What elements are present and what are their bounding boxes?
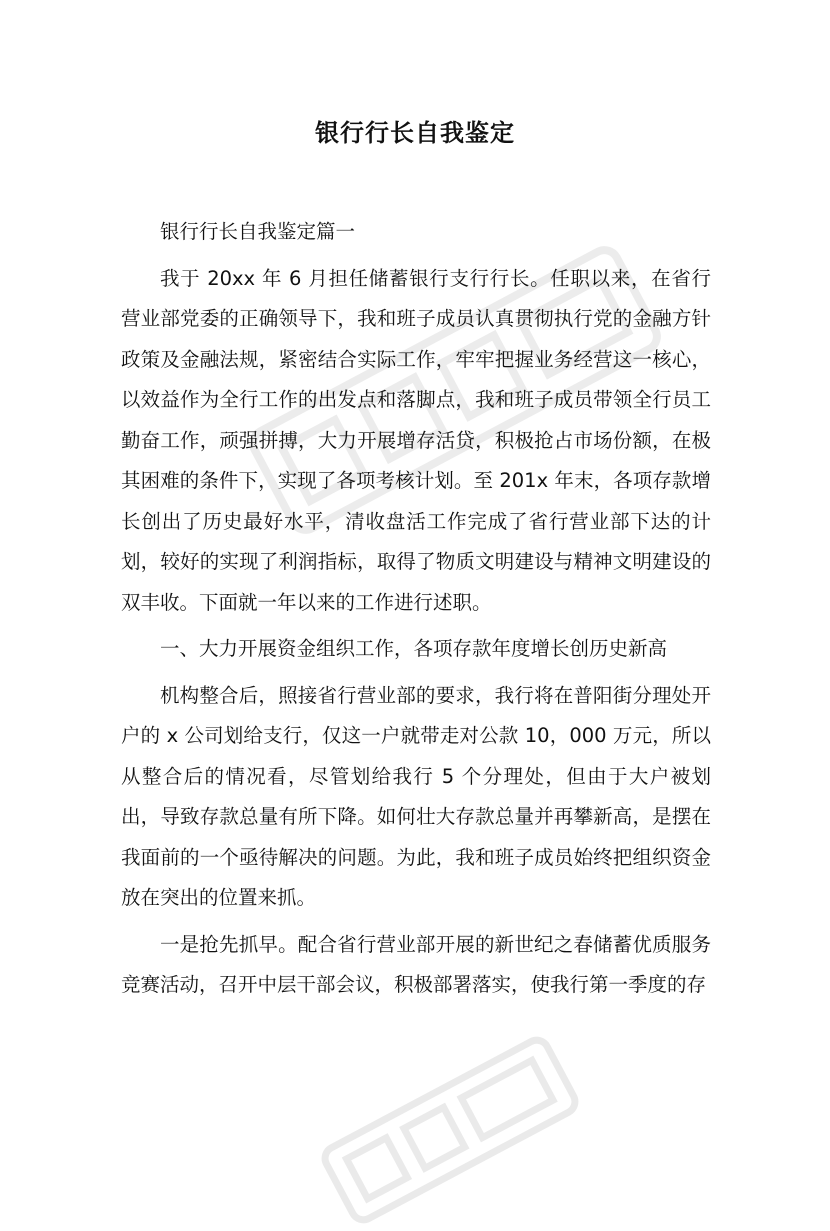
paragraph-intro: 我于 20xx 年 6 月担任储蓄银行支行行长。任职以来，在省行营业部党委的正确领导下，我和班子成员认真贯彻执行党的金融方针政策及金融法规，紧密结合实际工作，牢牢把握业务经营这一核心，以效益作为全行工作的出发点和落脚点，我和班子成员带领全行员工勤奋工作，顽强拼搏，大力开展增存活贷，积极抢占市场份额，在极其困难的条件下，实现了各项考核计划。至 201x 年末，各项存款增长创出了历史最好水平，清收盘活工作完成了省行营业部下达的计划，较好的实现了利润指标，取得了物质文明建设与精神文明建设的双丰收。下面就一年以来的工作进行述职。	[121, 266, 711, 614]
section-heading-part-one: 银行行长自我鉴定篇一	[160, 220, 356, 243]
section-heading-fund-organization: 一、大力开展资金组织工作，各项存款年度增长创历史新高	[160, 637, 668, 660]
paragraph-first-measure: 一是抢先抓早。配合省行营业部开展的新世纪之春储蓄优质服务竞赛活动，召开中层干部会议，积极部署落实，使我行第一季度的存	[121, 932, 711, 996]
document-title: 银行行长自我鉴定	[315, 119, 515, 147]
watermark-logo-bottom	[314, 1029, 586, 1231]
paragraph-institution-integration: 机构整合后，照接省行营业部的要求，我行将在普阳街分理处开户的 x 公司划给支行，仅这一户就带走对公款 10，000 万元，所以从整合后的情况看，尽管划给我行 5 个分理处，但由于大户被划出，导致存款总量有所下降。如何壮大存款总量并再攀新高，是摆在我面前的一个亟待解决的问题。为此，我和班子成员始终把组织资金放在突出的位置来抓。	[121, 683, 711, 909]
document-body	[121, 212, 711, 1006]
